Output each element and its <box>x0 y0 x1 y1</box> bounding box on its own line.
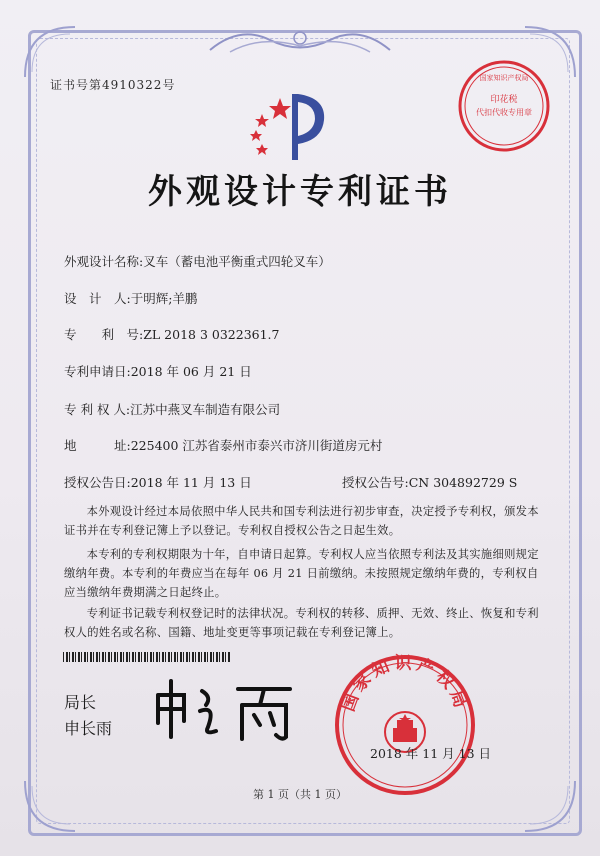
signatory-title: 局长 <box>64 693 97 712</box>
designer-label: 设 计 人: <box>64 291 131 306</box>
corner-ornament-icon <box>20 776 80 836</box>
certificate-title: 外观设计专利证书 <box>148 172 452 212</box>
paragraph-grant: 本外观设计经过本局依照中华人民共和国专利法进行初步审查，决定授予专利权，颁发本证书并在专利登记簿上予以登记。专利权自授权公告之日起生效。 <box>64 505 539 537</box>
top-ornament-icon <box>200 20 400 60</box>
barcode <box>63 652 231 662</box>
grant-date-value: 2018 年 11 月 13 日 <box>130 475 252 490</box>
filing-date-value: 2018 年 06 月 21 日 <box>130 364 252 379</box>
seal-text: 国家知识产权局 <box>338 653 472 715</box>
corner-ornament-icon <box>520 776 580 836</box>
design-name-value: 叉车（蓄电池平衡重式四轮叉车） <box>143 254 331 269</box>
patentee-row <box>64 400 280 418</box>
designer-value: 于明辉;羊鹏 <box>130 291 198 306</box>
grant-number-value: CN 304892729 S <box>408 475 518 490</box>
patent-number-value: ZL 2018 3 0322361.7 <box>143 327 280 342</box>
address-value: 225400 江苏省泰州市泰兴市济川街道房元村 <box>130 438 383 453</box>
grant-date-label: 授权公告日: <box>64 475 131 490</box>
svg-text:印花税: 印花税 <box>490 95 518 105</box>
grant-date-row <box>64 473 252 491</box>
patent-number-row <box>64 325 280 343</box>
svg-text:国家知识产权局: 国家知识产权局 <box>479 74 529 82</box>
address-label: 地 址: <box>64 438 131 453</box>
paragraph-term: 本专利的专利权期限为十年，自申请日起算。专利权人应当依照专利法及其实施细则规定缴纳年费。本专利的年费应当在每年 06 月 21 日前缴纳。未按照规定缴纳年费的，专利权自应当缴纳年费期满之日起终止。 <box>64 548 539 599</box>
filing-date-label: 专利申请日: <box>64 364 131 379</box>
issue-date: 2018 年 11 月 13 日 <box>370 746 491 761</box>
grant-number-row <box>342 473 517 491</box>
address-row <box>64 436 382 454</box>
patentee-value: 江苏中燕叉车制造有限公司 <box>130 402 281 417</box>
grant-number-label: 授权公告号: <box>342 475 409 490</box>
designer-row <box>64 289 197 307</box>
handwritten-signature <box>150 675 310 745</box>
corner-ornament-icon <box>20 22 80 82</box>
design-name-row <box>64 252 331 270</box>
paragraph-register: 专利证书记载专利权登记时的法律状况。专利权的转移、质押、无效、终止、恢复和专利权人的姓名或名称、国籍、地址变更等事项记载在专利登记簿上。 <box>64 607 539 639</box>
design-name-label: 外观设计名称: <box>64 254 144 269</box>
certificate-number: 证书号第4910322号 <box>50 78 176 92</box>
signatory-name: 申长雨 <box>64 719 113 738</box>
filing-date-row <box>64 362 252 380</box>
page-footer: 第 1 页（共 1 页） <box>253 788 347 801</box>
tax-stamp <box>456 58 552 154</box>
patent-number-label: 专 利 号: <box>64 327 144 342</box>
svg-text:代扣代收专用章: 代扣代收专用章 <box>476 108 532 117</box>
official-seal <box>330 650 480 800</box>
patent-office-emblem-icon <box>240 86 330 166</box>
svg-text:国家知识产权局 <box>339 654 472 714</box>
patentee-label: 专 利 权 人: <box>64 402 131 417</box>
